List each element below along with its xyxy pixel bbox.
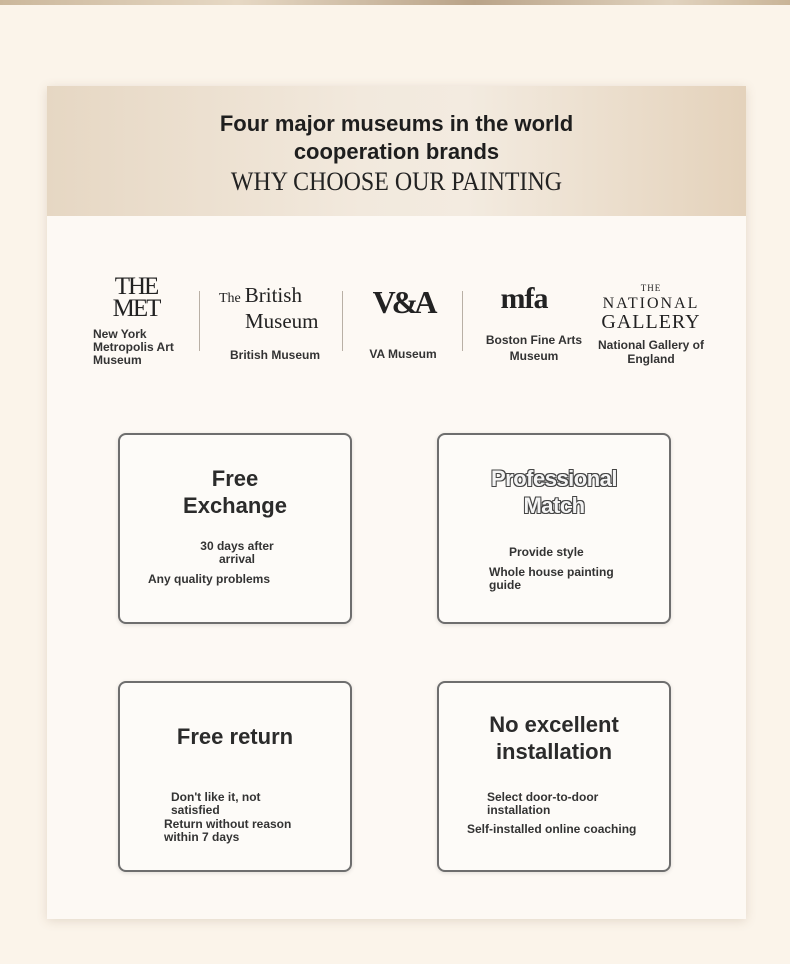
- feature-text1: Don't like it, not satisfied: [171, 790, 261, 817]
- british-museum-logo: [219, 284, 325, 332]
- feature-text1: 30 days after arrival: [200, 539, 274, 566]
- feature-text2: Return without reason within 7 days: [164, 817, 292, 844]
- national-gallery-caption: National Gallery of England: [597, 338, 705, 366]
- feature-title-line2: Match: [523, 493, 585, 518]
- feature-title-line1: Free return: [176, 724, 294, 749]
- mfa-caption: Boston Fine Arts Museum: [485, 333, 583, 363]
- feature-text2: Whole house painting guide: [489, 565, 614, 592]
- header-subtitle: WHY CHOOSE OUR PAINTING: [230, 167, 563, 196]
- header-title-line1: Four major museums in the world: [219, 111, 574, 136]
- mfa-logo: mfa: [500, 282, 548, 315]
- british-museum-caption: British Museum: [229, 348, 320, 362]
- met-caption: New York Metropolis Art Museum: [93, 327, 174, 367]
- national-gallery-logo: [593, 280, 709, 332]
- national-logo-line2: GALLERY: [601, 311, 701, 333]
- logo-divider: [199, 291, 200, 351]
- british-logo-line1: British: [244, 283, 302, 307]
- feature-free-exchange: [118, 433, 352, 624]
- british-logo-the: The: [219, 291, 241, 306]
- national-logo-the: THE: [640, 283, 662, 293]
- met-logo: [106, 273, 166, 322]
- feature-professional-match: [437, 433, 671, 624]
- feature-installation: [437, 681, 671, 872]
- national-logo-line1: NATIONAL: [602, 295, 700, 312]
- feature-text1: Select door-to-door installation: [487, 790, 599, 817]
- feature-text2: Any quality problems: [148, 572, 271, 586]
- content-card: [47, 86, 746, 919]
- feature-title-line1: No excellent: [489, 712, 619, 737]
- feature-text1: Provide style: [509, 545, 584, 559]
- header-banner: [47, 86, 746, 216]
- feature-title-line2: installation: [495, 739, 613, 764]
- feature-title-line1: Professional: [490, 466, 618, 491]
- feature-text2: Self-installed online coaching: [467, 822, 637, 836]
- feature-free-return: [118, 681, 352, 872]
- logo-divider: [462, 291, 463, 351]
- met-logo-top: THE: [114, 273, 158, 300]
- header-title-line2: cooperation brands: [293, 139, 500, 164]
- logo-divider: [342, 291, 343, 351]
- feature-title-line1: Free: [211, 466, 259, 491]
- va-logo: V&A: [372, 284, 434, 320]
- va-caption: VA Museum: [369, 347, 437, 361]
- british-logo-line2: Museum: [245, 309, 319, 333]
- top-decorative-strip: [0, 0, 790, 5]
- met-logo-bottom: MET: [112, 295, 160, 322]
- feature-title-line2: Exchange: [183, 493, 287, 518]
